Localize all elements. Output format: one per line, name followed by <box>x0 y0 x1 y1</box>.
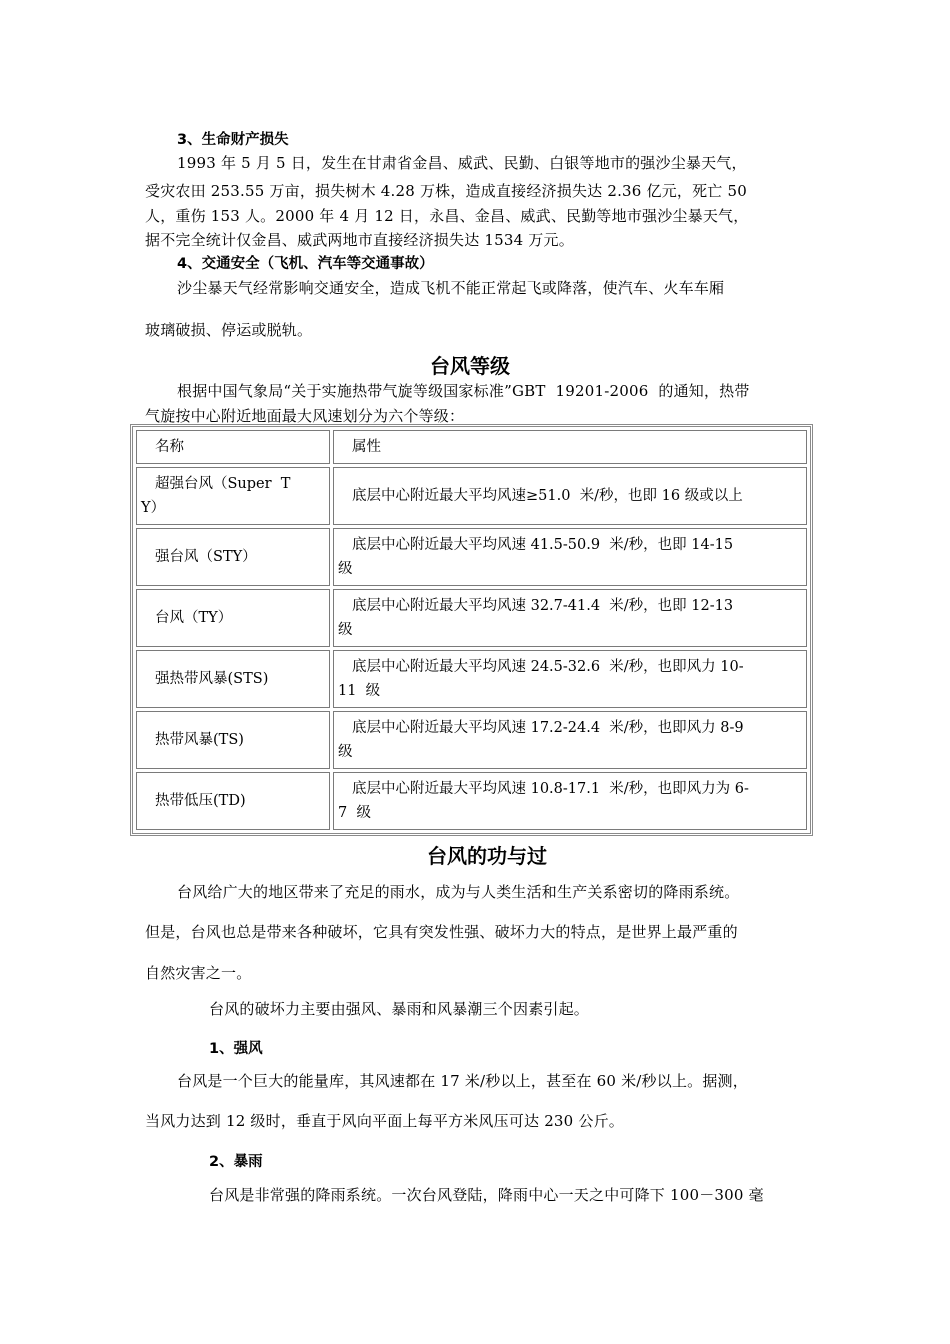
cell-line: 底层中心附近最大平均风速 24.5-32.6 米/秒，也即风力 10- <box>352 659 744 675</box>
cell-line: 11 级 <box>338 683 381 699</box>
cell-line: 热带低压(TD) <box>155 793 246 809</box>
table-row <box>136 711 807 769</box>
cell-line: 强台风（STY） <box>155 549 257 565</box>
table-row <box>136 589 807 647</box>
cell-line: 底层中心附近最大平均风速 10.8-17.1 米/秒，也即风力为 6- <box>352 781 749 797</box>
cell-line: 底层中心附近最大平均风速 41.5-50.9 米/秒，也即 14-15 <box>352 537 734 553</box>
cell-line: 级 <box>338 622 353 638</box>
cell-line: 底层中心附近最大平均风速 32.7-41.4 米/秒，也即 12-13 <box>352 598 734 614</box>
paragraph-line: 但是，台风也总是带来各种破坏，它具有突发性强、破坏力大的特点，是世界上最严重的 <box>145 923 738 941</box>
paragraph-line: 台风是非常强的降雨系统。一次台风登陆，降雨中心一天之中可降下 100－300 毫 <box>209 1186 764 1204</box>
grade-attribute <box>333 528 807 586</box>
cell-line: 热带风暴(TS) <box>155 732 244 748</box>
paragraph-line: 台风是一个巨大的能量库，其风速都在 17 米/秒以上，甚至在 60 米/秒以上。据测， <box>177 1072 748 1090</box>
cell-line: Y） <box>141 500 166 516</box>
paragraph-line: 人，重伤 153 人。2000 年 4 月 12 日，永昌、金昌、威武、民勤等地市强沙尘暴天气， <box>145 207 749 225</box>
cell-line: 强热带风暴(STS) <box>155 671 269 687</box>
paragraph-line: 当风力达到 12 级时，垂直于风向平面上每平方米风压可达 230 公斤。 <box>145 1112 624 1130</box>
section-heading-strong-wind: 1、强风 <box>209 1041 263 1057</box>
paragraph-line: 受灾农田 253.55 万亩，损失树木 4.28 万株，造成直接经济损失达 2.36 亿元，死亡 50 <box>145 182 747 200</box>
intro-line: 根据中国气象局“关于实施热带气旋等级国家标准”GBT 19201-2006 的通知，热带 <box>177 382 750 400</box>
cell-line: 台风（TY） <box>155 610 233 626</box>
cell-line: 级 <box>338 744 353 760</box>
paragraph-line: 台风的破坏力主要由强风、暴雨和风暴潮三个因素引起。 <box>209 1000 590 1018</box>
section-heading-traffic-safety: 4、交通安全（飞机、汽车等交通事故） <box>177 256 434 272</box>
cell-line: 底层中心附近最大平均风速≥51.0 米/秒，也即 16 级或以上 <box>352 488 743 504</box>
cell-line: 超强台风（Super T <box>155 476 291 492</box>
typhoon-grade-table <box>130 424 813 836</box>
table-row <box>136 528 807 586</box>
cell-line: 底层中心附近最大平均风速 17.2-24.4 米/秒，也即风力 8-9 <box>352 720 744 736</box>
grade-attribute <box>333 772 807 830</box>
header-attribute: 属性 <box>333 430 807 464</box>
table-row <box>136 772 807 830</box>
grade-attribute <box>333 589 807 647</box>
header-name: 名称 <box>136 430 330 464</box>
cell-line: 7 级 <box>338 805 371 821</box>
paragraph-line: 自然灾害之一。 <box>145 964 252 982</box>
grade-name <box>136 467 330 525</box>
grade-name <box>136 711 330 769</box>
grade-attribute <box>333 711 807 769</box>
section-heading-life-property: 3、生命财产损失 <box>177 132 289 148</box>
paragraph-line: 沙尘暴天气经常影响交通安全，造成飞机不能正常起飞或降落，使汽车、火车车厢 <box>177 279 725 297</box>
table-row <box>136 467 807 525</box>
grade-attribute <box>333 467 807 525</box>
grade-name <box>136 589 330 647</box>
section-title-typhoon-grades: 台风等级 <box>430 354 510 378</box>
paragraph-line: 据不完全统计仅金昌、威武两地市直接经济损失达 1534 万元。 <box>145 231 574 249</box>
paragraph-line: 台风给广大的地区带来了充足的雨水，成为与人类生活和生产关系密切的降雨系统。 <box>177 883 740 901</box>
table-header-row <box>136 430 807 464</box>
grade-name <box>136 772 330 830</box>
cell-line: 级 <box>338 561 353 577</box>
grade-name <box>136 650 330 708</box>
table-row <box>136 650 807 708</box>
grade-attribute <box>333 650 807 708</box>
section-heading-rainstorm: 2、暴雨 <box>209 1154 263 1170</box>
paragraph-line: 1993 年 5 月 5 日，发生在甘肃省金昌、威武、民勤、白银等地市的强沙尘暴天气， <box>177 154 747 172</box>
grade-name <box>136 528 330 586</box>
intro-line: 气旋按中心附近地面最大风速划分为六个等级： <box>145 407 465 425</box>
paragraph-line: 玻璃破损、停运或脱轨。 <box>145 321 313 339</box>
section-title-typhoon-merits: 台风的功与过 <box>427 844 547 868</box>
